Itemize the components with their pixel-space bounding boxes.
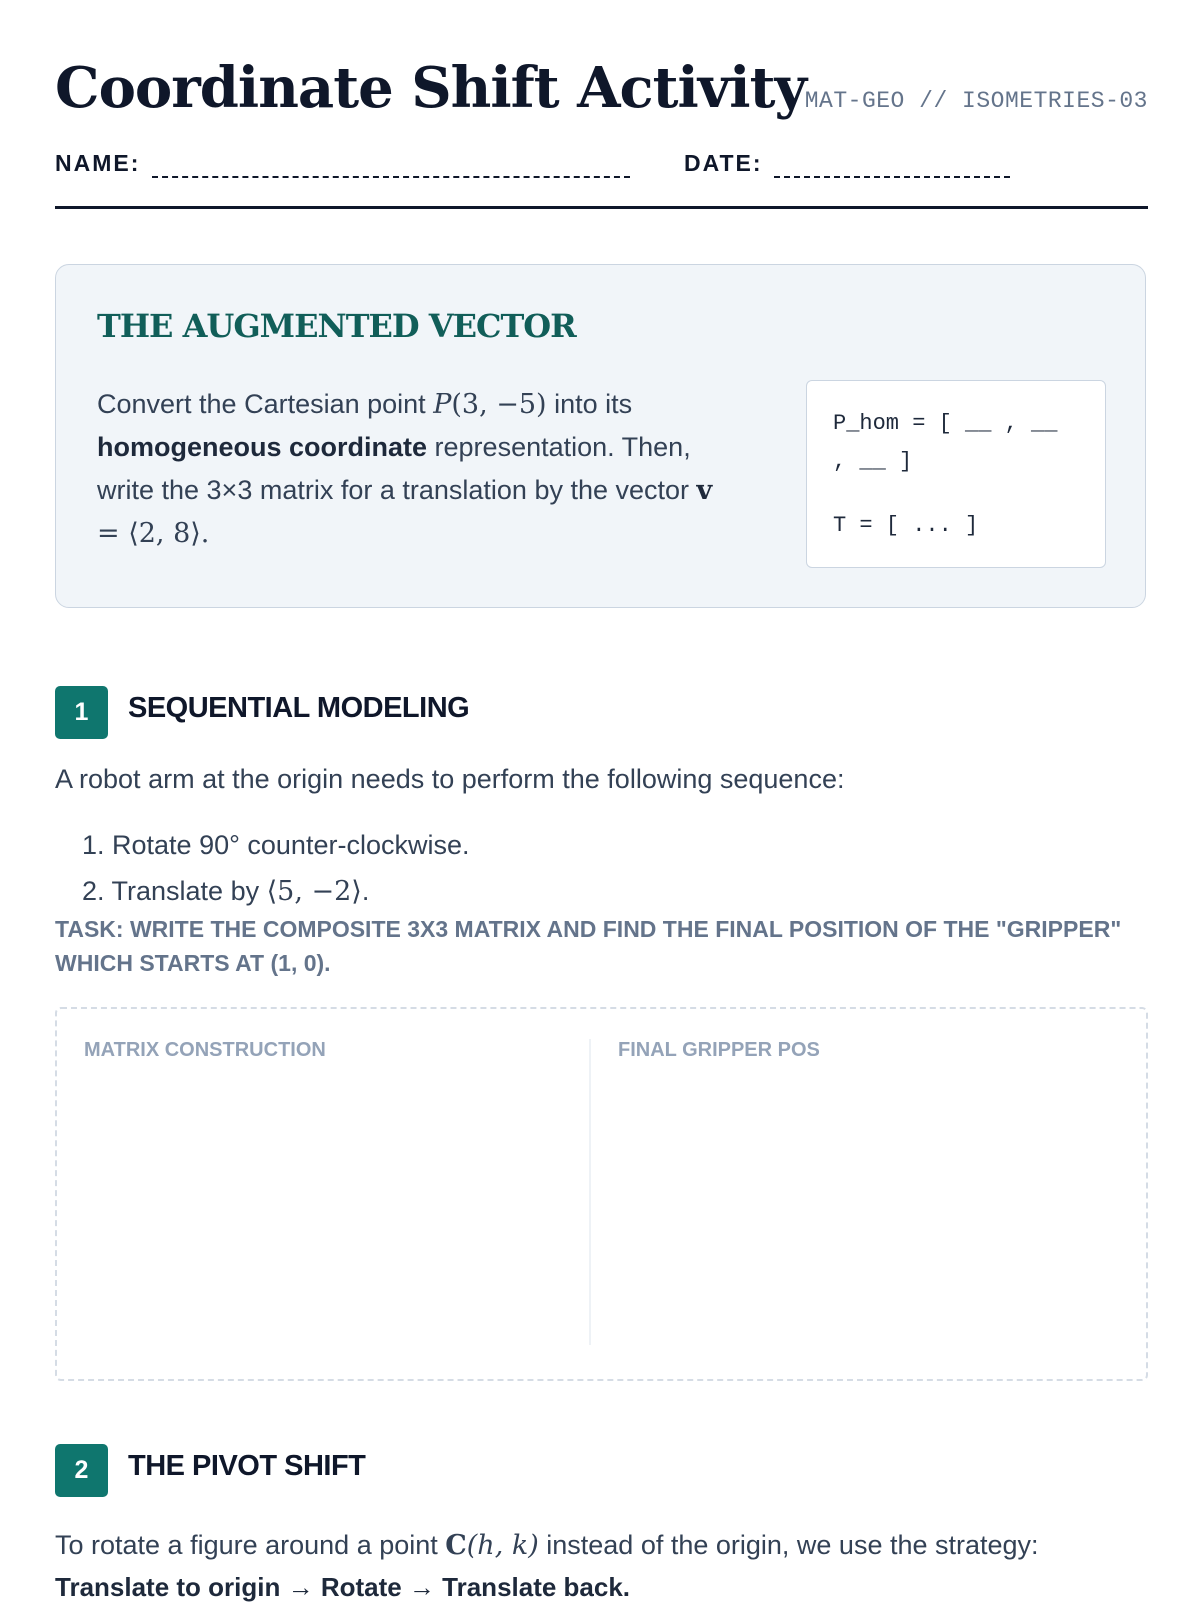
final-gripper-pos-label: FINAL GRIPPER POS: [618, 1039, 820, 1061]
instruction-text: Convert the Cartesian point: [97, 389, 434, 419]
matrix-construction-label: MATRIX CONSTRUCTION: [84, 1039, 326, 1061]
section-number-badge: 2: [55, 1444, 108, 1497]
activity-code: MAT-GEO // ISOMETRIES-03: [804, 88, 1148, 114]
work-divider: [589, 1039, 591, 1345]
name-date-row: [55, 150, 1148, 182]
name-field[interactable]: [152, 176, 630, 178]
pivot-text: To rotate a figure around a point: [55, 1530, 446, 1560]
point-p-coords: (3, −5): [451, 389, 547, 420]
name-label: NAME:: [55, 150, 141, 176]
date-label: DATE:: [684, 150, 763, 176]
step-2-text: 2. Translate by: [82, 876, 267, 906]
instruction-text: into its: [546, 389, 633, 419]
section-number-badge: 1: [55, 686, 108, 739]
vector-v-value: = ⟨2, 8⟩.: [97, 518, 210, 549]
page-title: Coordinate Shift Activity: [55, 55, 806, 121]
task-instruction: TASK: WRITE THE COMPOSITE 3X3 MATRIX AND FIND THE FINAL POSITION OF THE "GRIPPER" WHICH STARTS AT (1, 0).: [55, 916, 1122, 976]
section-title: THE PIVOT SHIFT: [128, 1450, 366, 1482]
instruction-text: representation. Then, write the 3×3 matrix for a translation by the vector: [97, 432, 697, 505]
answer-line-t: T = [ ... ]: [833, 513, 979, 538]
answer-box[interactable]: [806, 380, 1106, 568]
strategy-text: Translate to origin → Rotate → Translate back.: [55, 1572, 631, 1602]
bold-term: homogeneous coordinate: [97, 432, 428, 462]
answer-line-phom: P_hom = [ __ , __ , __ ]: [833, 411, 1058, 474]
sequence-step-2: [82, 876, 369, 907]
sequence-step-1: 1. Rotate 90° counter-clockwise.: [82, 830, 470, 860]
panel-instructions: [97, 383, 737, 555]
work-area[interactable]: [55, 1007, 1148, 1381]
panel-title: THE AUGMENTED VECTOR: [97, 307, 576, 345]
augmented-vector-panel: [55, 264, 1146, 608]
point-hk: (h, k): [466, 1530, 539, 1561]
point-p-symbol: P: [433, 389, 452, 420]
step-2-end: .: [361, 876, 370, 906]
section-intro: A robot arm at the origin needs to perform the following sequence:: [55, 764, 845, 794]
pivot-intro: [55, 1530, 1039, 1561]
point-c-symbol: C: [445, 1530, 467, 1561]
step-2-vector: ⟨5, −2⟩: [266, 876, 362, 907]
pivot-text: instead of the origin, we use the strategy:: [538, 1530, 1039, 1560]
section-title: SEQUENTIAL MODELING: [128, 692, 470, 724]
vector-v-symbol: v: [696, 475, 713, 506]
header-divider: [55, 206, 1148, 209]
date-field[interactable]: [774, 176, 1010, 178]
